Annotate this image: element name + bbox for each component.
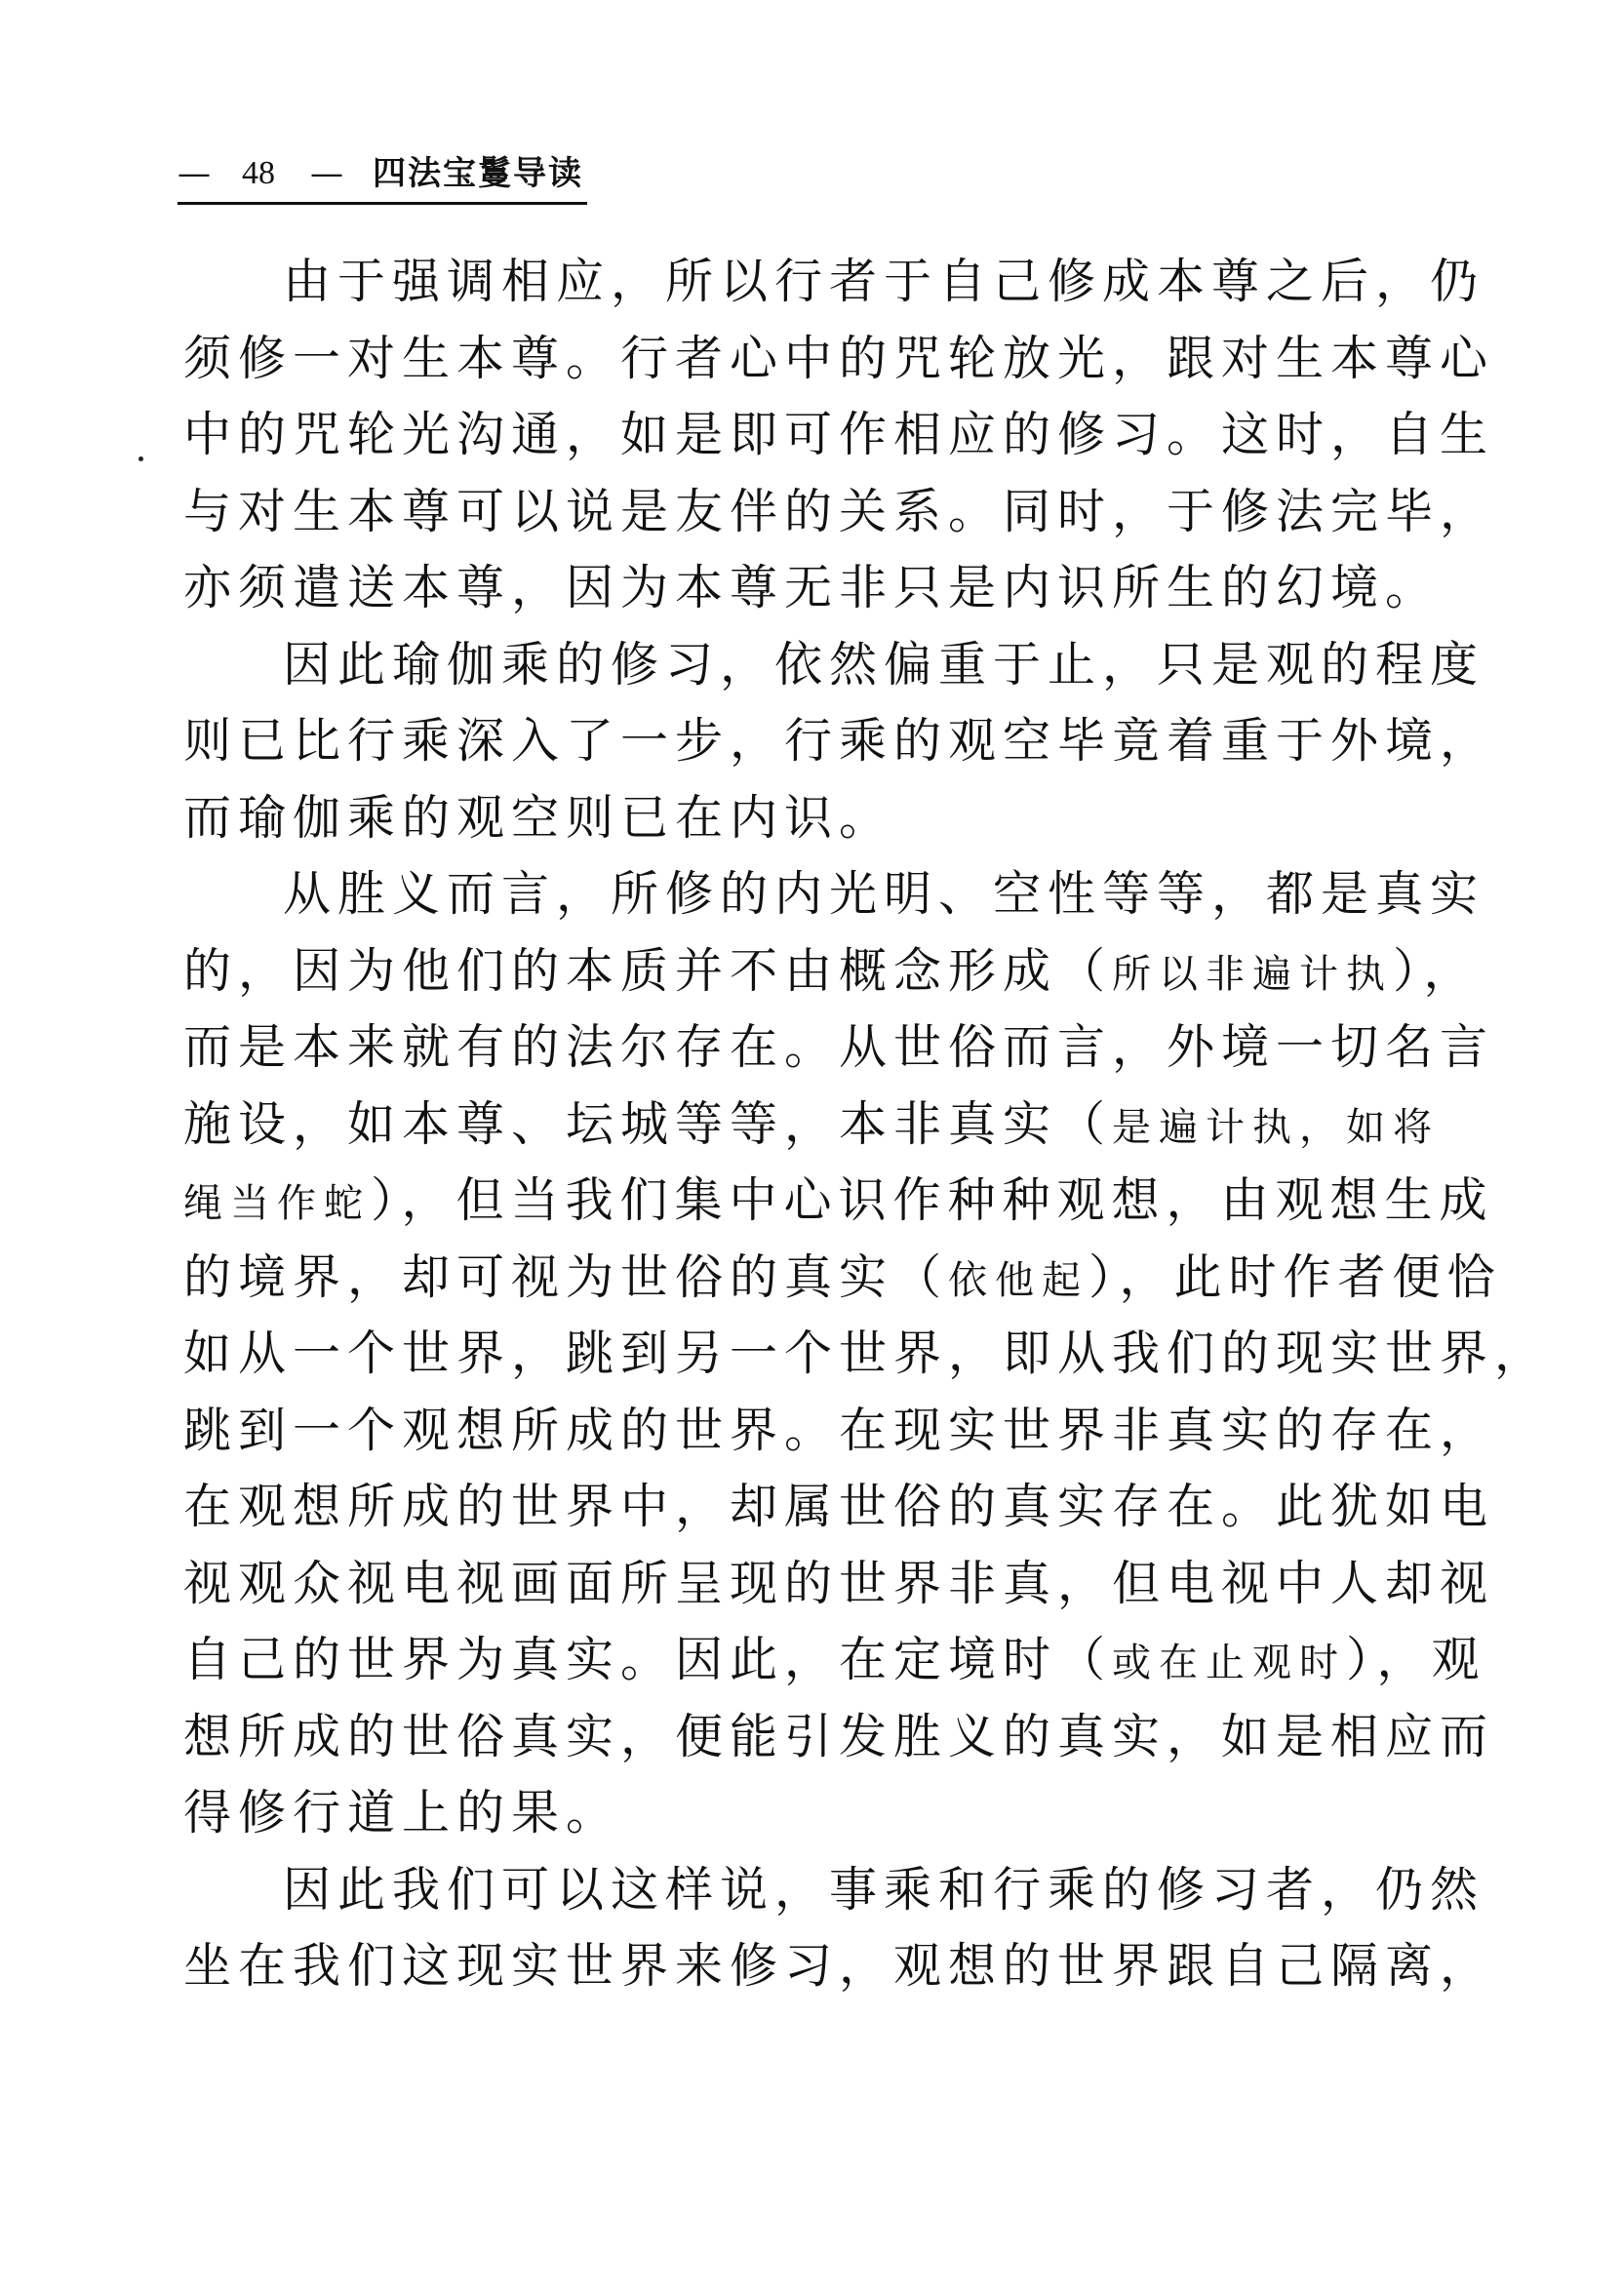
- text-line: [183, 627, 1485, 704]
- text-segment: 则已比行乘深入了一步，行乘的观空毕竟着重于外境，: [183, 713, 1495, 769]
- text-segment: ），: [1393, 942, 1479, 999]
- text-line: [183, 1699, 1495, 1776]
- text-segment: 跳到一个观想所成的世界。在现实世界非真实的存在，: [183, 1402, 1495, 1458]
- body-text: [183, 244, 1550, 2005]
- inline-note: 或在止观时: [1112, 1641, 1347, 1685]
- text-segment: ），但当我们集中心识作种种观想，由观想生成: [371, 1172, 1494, 1228]
- text-segment: 视观众视电视画面所呈现的世界非真，但电视中人却视: [183, 1555, 1495, 1611]
- text-line: [183, 474, 1495, 551]
- text-line: [183, 1393, 1495, 1470]
- text-line: [183, 244, 1485, 321]
- text-segment: 而是本来就有的法尔存在。从世俗而言，外境一切名言: [183, 1019, 1495, 1075]
- text-line: [183, 1622, 1486, 1699]
- text-line: [183, 1240, 1502, 1317]
- page-number: 48: [242, 155, 275, 191]
- text-segment: ），此时作者便恰: [1089, 1248, 1502, 1305]
- text-line: [183, 397, 1495, 474]
- text-segment: ），观: [1346, 1632, 1486, 1687]
- text-line: [183, 703, 1495, 780]
- text-segment: 的境界，却可视为世俗的真实（: [183, 1248, 949, 1305]
- text-line: [183, 1852, 1485, 1929]
- running-header: [178, 151, 587, 205]
- text-line: [183, 1316, 1550, 1393]
- text-segment: 亦须遣送本尊，因为本尊无非只是内识所生的幻境。: [183, 560, 1441, 615]
- text-line: [183, 1163, 1494, 1240]
- inline-note: 所以非遍计执: [1112, 951, 1394, 997]
- text-segment: 须修一对生本尊。行者心中的咒轮放光，跟对生本尊心: [183, 330, 1495, 386]
- text-segment: 由于强调相应，所以行者于自己修成本尊之后，仍: [283, 254, 1485, 309]
- text-segment: 想所成的世俗真实，便能引发胜义的真实，如是相应而: [183, 1708, 1495, 1764]
- text-segment: 得修行道上的果。: [183, 1785, 621, 1841]
- text-segment: 在观想所成的世界中，却属世俗的真实存在。此犹如电: [183, 1479, 1495, 1534]
- header-dash-right: —: [310, 154, 343, 193]
- text-line: [183, 780, 1414, 857]
- text-segment: 施设，如本尊、坛城等等，本非真实（: [183, 1095, 1113, 1152]
- text-line: [183, 1546, 1495, 1623]
- text-segment: 坐在我们这现实世界来修习，观想的世界跟自己隔离，: [183, 1938, 1495, 1994]
- text-line: [183, 1087, 1441, 1164]
- scan-speck: [139, 456, 143, 461]
- book-title: 四法宝鬘导读: [373, 154, 583, 193]
- text-segment: 从胜义而言，所修的内光明、空性等等，都是真实: [283, 866, 1485, 922]
- inline-note: 依他起: [948, 1257, 1089, 1303]
- text-line: [183, 1928, 1495, 2005]
- text-segment: 的，因为他们的本质并不由概念形成（: [183, 942, 1113, 999]
- text-segment: 中的咒轮光沟通，如是即可作相应的修习。这时，自生: [183, 407, 1495, 462]
- text-line: [183, 1775, 1414, 1852]
- text-segment: 因此我们可以这样说，事乘和行乘的修习者，仍然: [283, 1861, 1485, 1918]
- text-line: [183, 933, 1479, 1010]
- text-segment: 如从一个世界，跳到另一个世界，即从我们的现实世界，: [183, 1326, 1550, 1381]
- text-line: [183, 1009, 1495, 1087]
- inline-note: 是遍计执，如将: [1112, 1104, 1441, 1150]
- text-line: [183, 856, 1485, 933]
- text-segment: 因此瑜伽乘的修习，依然偏重于止，只是观的程度: [283, 636, 1485, 693]
- text-segment: 而瑜伽乘的观空则已在内识。: [183, 789, 894, 846]
- inline-note: 绳当作蛇: [183, 1181, 371, 1226]
- text-line: [183, 550, 1441, 627]
- text-line: [183, 1469, 1495, 1546]
- text-line: [183, 321, 1495, 398]
- text-segment: 与对生本尊可以说是友伴的关系。同时，于修法完毕，: [183, 483, 1495, 539]
- header-dash-left: —: [178, 154, 211, 193]
- text-segment: 自己的世界为真实。因此，在定境时（: [183, 1632, 1113, 1687]
